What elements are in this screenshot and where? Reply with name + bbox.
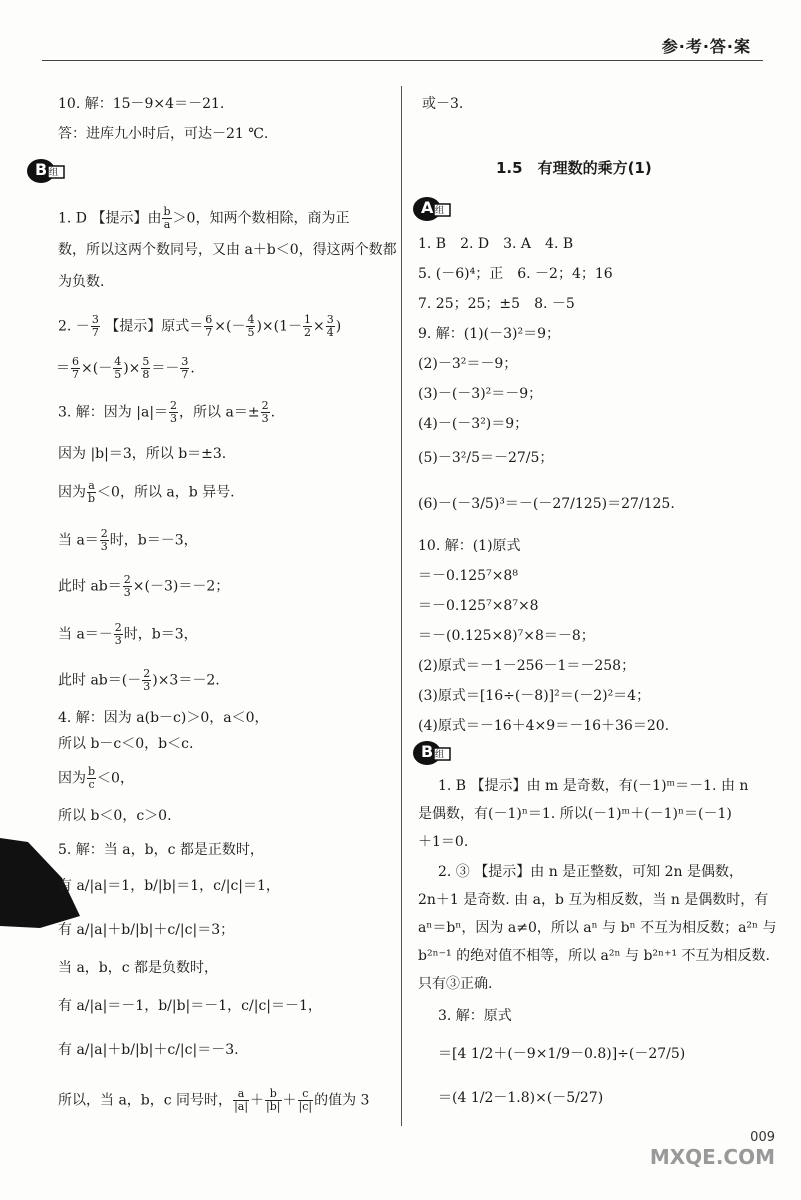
rb2-line-3: aⁿ＝bⁿ，因为 a≠0，所以 aⁿ 与 bⁿ 不互为相反数；a²ⁿ 与: [418, 920, 777, 936]
rb3-line-3: ＝(4 1/2－1.8)×(－5/27): [438, 1090, 604, 1106]
b3-line-5: 此时 ab＝ $\frac{2}{3}$ ×(－3)＝－2；: [58, 573, 230, 599]
page-number: 009: [750, 1130, 775, 1145]
b2-line-1: 2. － $\frac{3}{7}$ 【提示】原式＝ $\frac{6}{7}$ ×(－ $\frac{4}{5}$ )×(1－ $\frac{1}{2}$ × $\frac{3}{4}$ ): [58, 313, 342, 339]
b5-line-1: 5. 解：当 a，b，c 都是正数时，: [58, 842, 264, 858]
b5-line-3: 有 a/|a|＋b/|b|＋c/|c|＝3；: [58, 922, 235, 938]
b3-line-7: 此时 ab＝(－ $\frac{2}{3}$ )×3＝－2.: [58, 667, 220, 693]
a10-line-6: (3)原式＝[16÷(－8)]²＝(－2)²＝4；: [418, 688, 651, 704]
b4-line-1: 4. 解：因为 a(b－c)＞0，a＜0，: [58, 710, 269, 726]
group-a-letter: A: [421, 198, 434, 217]
b1-line-2: 数，所以这两个数同号，又由 a＋b＜0，得这两个数都: [58, 242, 397, 258]
watermark: [635, 1130, 775, 1180]
rb2-line-2: 2n＋1 是奇数. 由 a，b 互为相反数，当 n 是偶数时，有: [418, 892, 769, 908]
continuation: 或－3.: [422, 96, 464, 112]
a-line-7: 7. 25；25；±5 8. －5: [418, 296, 575, 312]
a9-line-5: (5)－3²/5＝－27/5；: [418, 450, 554, 466]
rb1-line-3: ＋1＝0.: [418, 834, 469, 850]
a10-line-5: (2)原式＝－1－256－1＝－258；: [418, 658, 636, 674]
rb1-line-1: 1. B 【提示】由 m 是奇数，有(－1)ᵐ＝－1. 由 n: [438, 778, 749, 794]
q10-line-2: 答：进库九小时后，可达－21 ℃.: [58, 126, 269, 142]
header-rule: [42, 60, 763, 61]
rb2-line-5: 只有③正确.: [418, 976, 493, 992]
rb3-line-1: 3. 解：原式: [438, 1008, 512, 1024]
a9-line-2: (2)－3²＝－9；: [418, 356, 518, 372]
b4-line-4: 所以 b＜0，c＞0.: [58, 808, 172, 824]
b1-line-1: 1. D 【提示】由 $\frac{b}{a}$ ＞0，知两个数相除，商为正: [58, 205, 350, 231]
b5-line-7: 所以，当 a，b，c 同号时， $\frac{a}{|a|}$ ＋ $\frac{b}{|b|}$ ＋ $\frac{c}{|c|}$ 的值为 3: [58, 1087, 370, 1113]
b1-line-3: 为负数.: [58, 274, 105, 290]
a10-line-1: 10. 解：(1)原式: [418, 538, 521, 554]
group-b-right-letter: B: [421, 742, 434, 761]
a10-line-2: ＝－0.125⁷×8⁸: [418, 568, 518, 584]
b3-line-2: 因为 |b|＝3，所以 b＝±3.: [58, 446, 227, 462]
a-line-5: 5. (－6)⁴；正 6. －2；4；16: [418, 266, 613, 282]
b5-line-6: 有 a/|a|＋b/|b|＋c/|c|＝－3.: [58, 1042, 239, 1058]
b5-line-5: 有 a/|a|＝－1，b/|b|＝－1，c/|c|＝－1，: [58, 998, 322, 1014]
b3-line-3: 因为 $\frac{a}{b}$ ＜0，所以 a，b 异号.: [58, 479, 235, 505]
b3-line-1: 3. 解：因为 |a|＝ $\frac{2}{3}$ ，所以 a＝± $\frac{2}{3}$ .: [58, 399, 276, 425]
page-header: 参·考·答·案: [661, 37, 751, 56]
group-b-right-label: 组: [435, 750, 445, 760]
b2-line-2: ＝ $\frac{6}{7}$ ×(－ $\frac{4}{5}$ )× $\frac{5}{8}$ ＝－ $\frac{3}{7}$ .: [56, 355, 195, 381]
b3-line-6: 当 a＝－ $\frac{2}{3}$ 时，b＝3，: [58, 621, 198, 647]
rb1-line-2: 是偶数，有(－1)ⁿ＝1. 所以(－1)ᵐ＋(－1)ⁿ＝(－1): [418, 806, 732, 822]
a9-line-3: (3)－(－3)²＝－9；: [418, 386, 543, 402]
watermark-text: MXQE.COM: [649, 1145, 775, 1169]
a9-line-4: (4)－(－3²)＝9；: [418, 416, 529, 432]
b5-line-2: 有 a/|a|＝1，b/|b|＝1，c/|c|＝1，: [58, 878, 280, 894]
section-title: 1.5 有理数的乘方(1): [496, 159, 652, 177]
a10-line-7: (4)原式＝－16＋4×9＝－16＋36＝20.: [418, 718, 670, 734]
rb2-line-1: 2. ③ 【提示】由 n 是正整数，可知 2n 是偶数，: [438, 864, 743, 880]
a-line-1: 1. B 2. D 3. A 4. B: [418, 236, 574, 252]
group-a-label: 组: [435, 206, 445, 216]
b5-line-4: 当 a，b，c 都是负数时，: [58, 960, 219, 976]
rb3-line-2: ＝[4 1/2＋(－9×1/9－0.8)]÷(－27/5): [438, 1046, 686, 1062]
column-divider: [401, 86, 402, 1126]
group-b-letter: B: [35, 160, 48, 179]
b3-line-4: 当 a＝ $\frac{2}{3}$ 时，b＝－3，: [58, 527, 198, 553]
a9-line-1: 9. 解：(1)(－3)²＝9；: [418, 326, 560, 342]
q10-line-1: 10. 解：15－9×4＝－21.: [58, 96, 225, 112]
a10-line-4: ＝－(0.125×8)⁷×8＝－8；: [418, 628, 595, 644]
a9-line-6: (6)－(－3/5)³＝－(－27/125)＝27/125.: [418, 496, 675, 512]
rb2-line-4: b²ⁿ⁻¹ 的绝对值不相等，所以 a²ⁿ 与 b²ⁿ⁺¹ 不互为相反数.: [418, 948, 770, 964]
group-b-label: 组: [49, 168, 59, 178]
b4-line-2: 所以 b－c＜0，b＜c.: [58, 736, 194, 752]
a10-line-3: ＝－0.125⁷×8⁷×8: [418, 598, 539, 614]
b4-line-3: 因为 $\frac{b}{c}$ ＜0，: [58, 765, 134, 791]
